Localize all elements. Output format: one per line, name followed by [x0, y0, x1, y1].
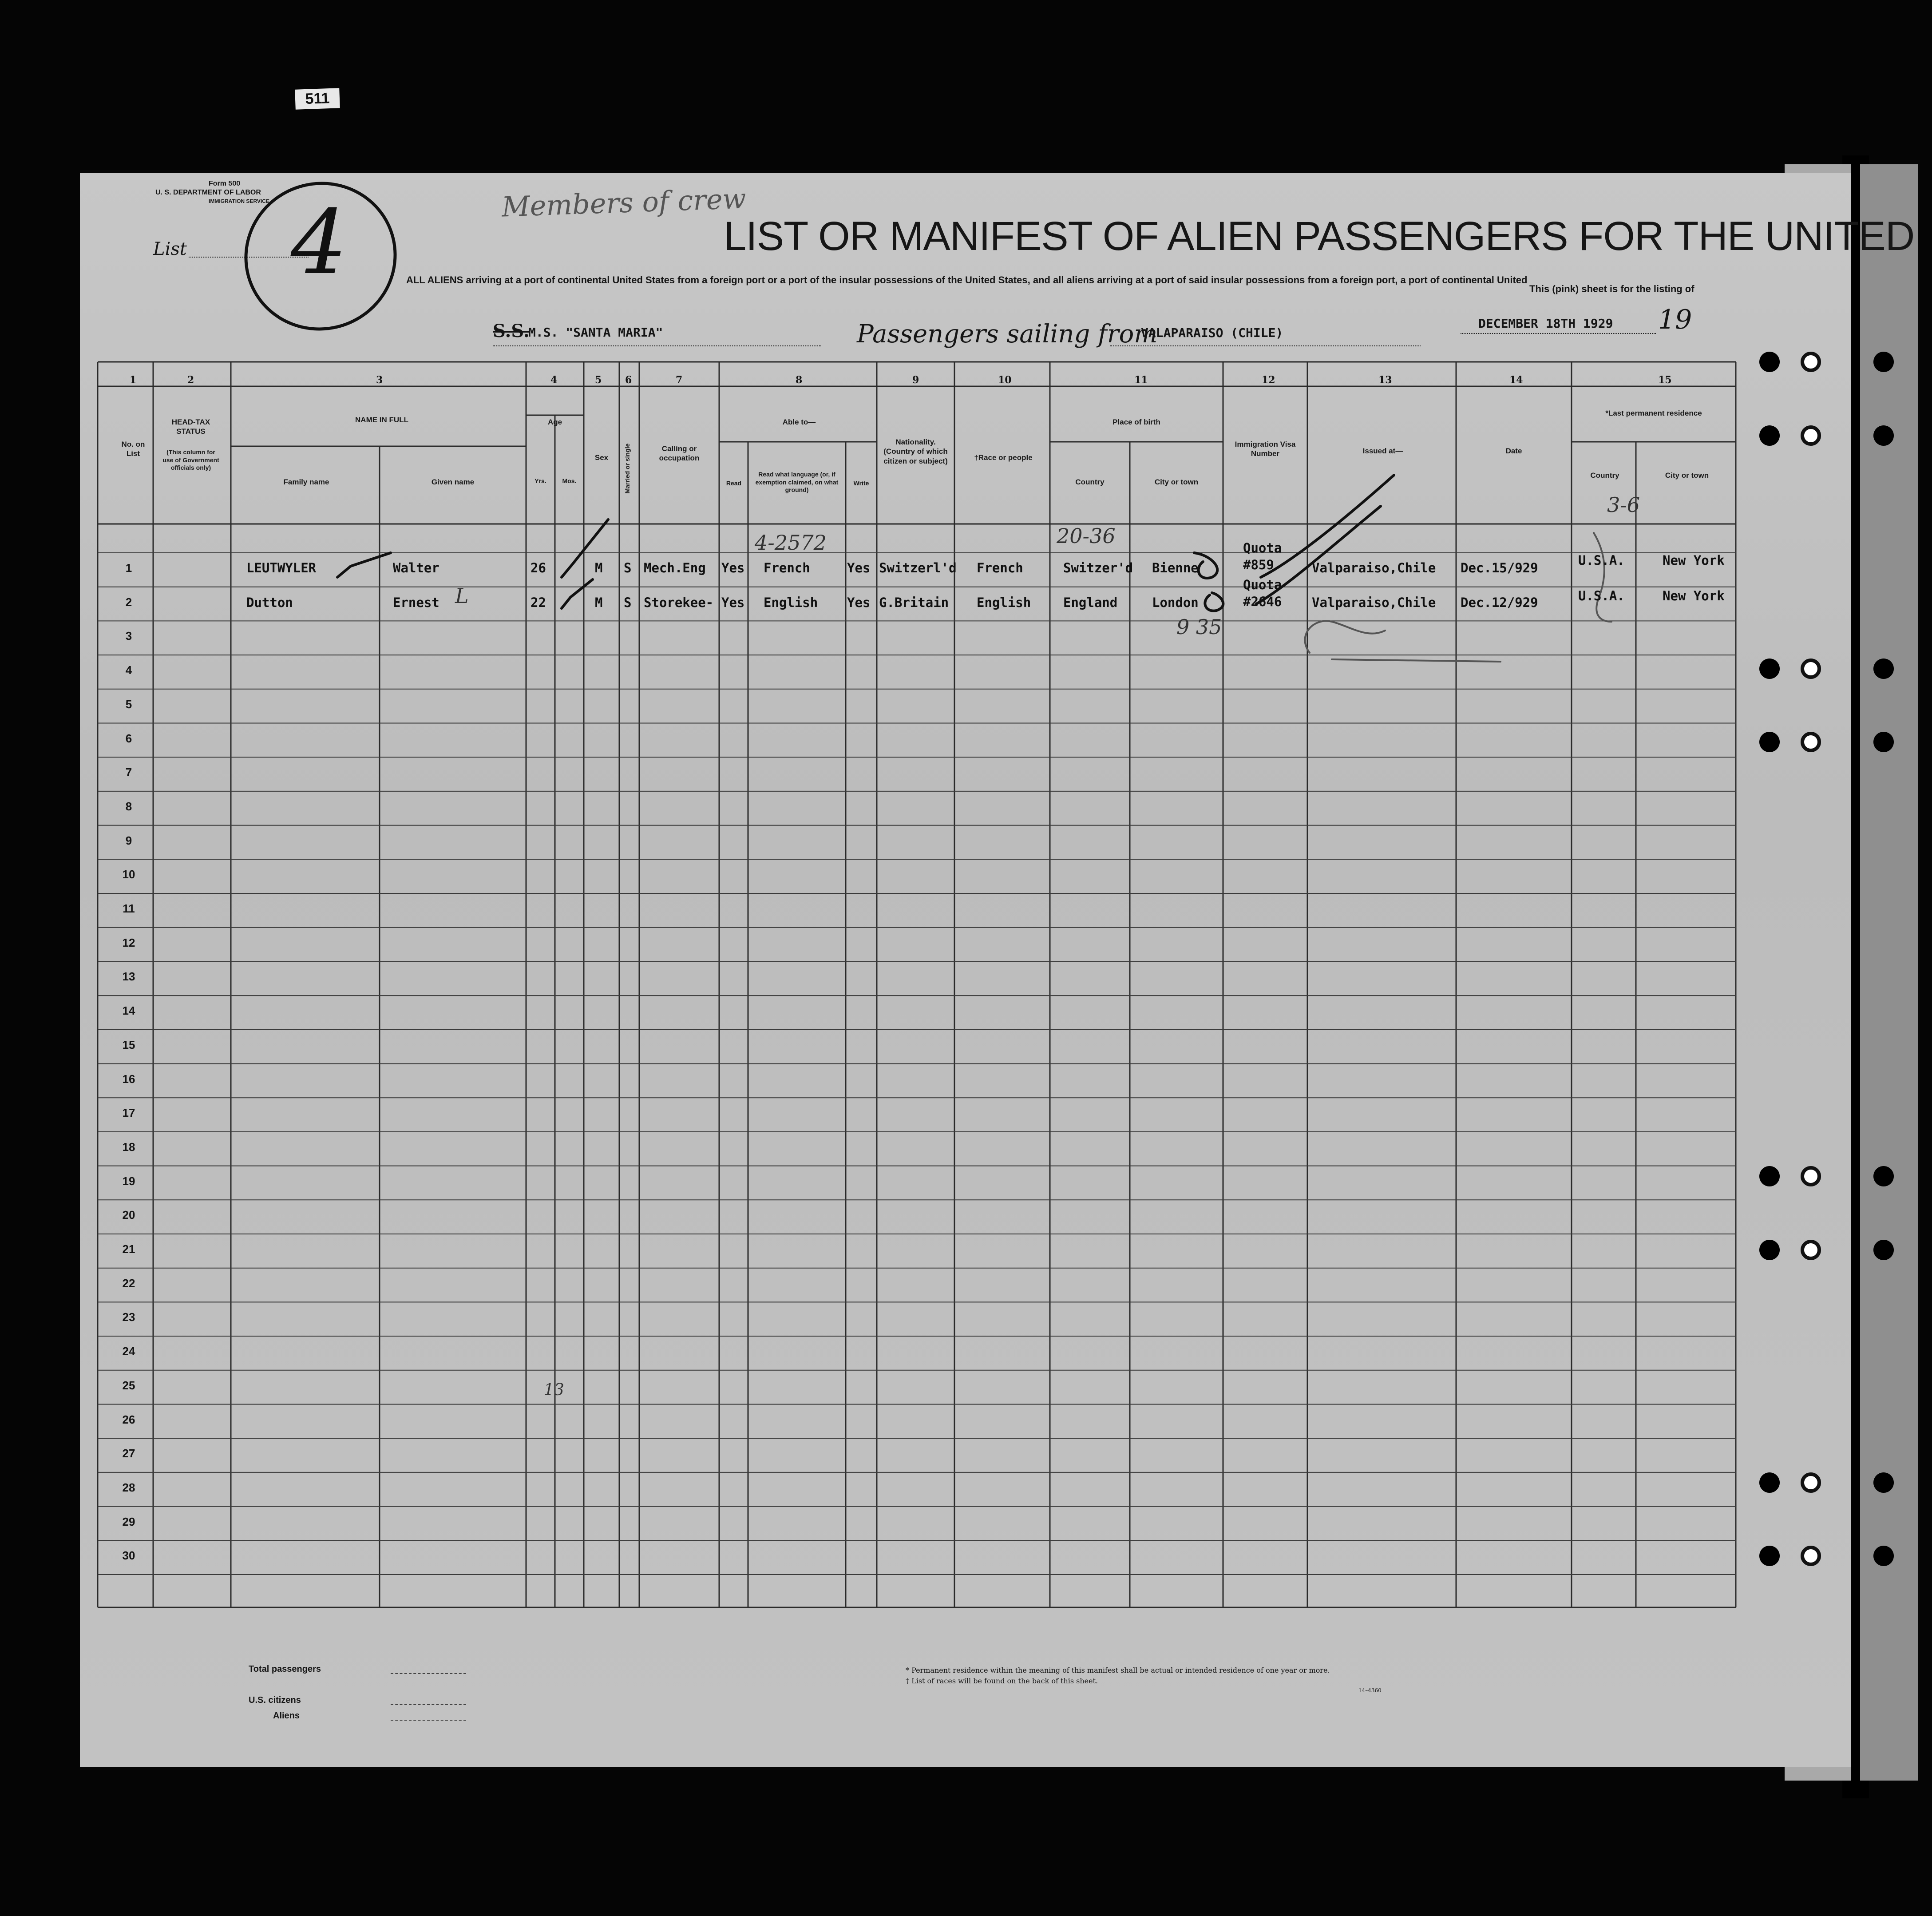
binder-hole	[1801, 1166, 1821, 1186]
binder-hole	[1801, 732, 1821, 752]
binder-hole	[1759, 659, 1780, 679]
cell-birth-city: Bienne	[1152, 560, 1199, 575]
cell-language: English	[764, 595, 818, 610]
handwritten-row3-note: 9 35	[1176, 615, 1222, 639]
row-number: 13	[122, 970, 135, 984]
row-number: 6	[125, 731, 132, 745]
row-number: 1	[125, 561, 132, 575]
header-head-tax: HEAD-TAX STATUS	[171, 418, 210, 436]
col-number: 6	[625, 374, 632, 386]
cell-age-yrs: 22	[531, 595, 546, 610]
col-number: 8	[796, 374, 803, 386]
header-head-tax-note: (This column for use of Government officials only)	[162, 448, 219, 471]
header-place-of-birth: Place of birth	[1112, 418, 1160, 426]
service-name: IMMIGRATION SERVICE	[209, 198, 269, 204]
binder-hole	[1801, 425, 1821, 446]
cell-date: Dec.12/929	[1461, 595, 1538, 610]
binder-hole	[1759, 425, 1780, 446]
manifest-title: LIST OR MANIFEST OF ALIEN PASSENGERS FOR THE UNITED	[724, 214, 1915, 259]
binder-hole	[1759, 1166, 1780, 1186]
total-passengers-blank	[391, 1673, 466, 1674]
department-name: U. S. DEPARTMENT OF LABOR	[155, 189, 261, 196]
cell-race: French	[977, 560, 1023, 575]
header-write: Write	[853, 480, 869, 487]
row-number: 8	[125, 799, 132, 813]
binder-hole	[1759, 1240, 1780, 1260]
row-number: 14	[122, 1004, 135, 1018]
row-number: 10	[122, 868, 135, 881]
cell-sex: M	[595, 595, 603, 610]
binder-hole	[1873, 1166, 1894, 1186]
row-number: 28	[122, 1480, 135, 1494]
header-birth-city: City or town	[1154, 478, 1199, 486]
row-number: 25	[122, 1378, 135, 1392]
ss-prefix-struck: S.S.	[493, 321, 530, 341]
header-residence-country: Country	[1590, 471, 1619, 480]
row-number: 3	[125, 629, 132, 643]
row-number: 12	[122, 936, 135, 949]
pink-sheet-note: This (pink) sheet is for the listing of	[1529, 283, 1694, 294]
header-visa-number: Immigration Visa Number	[1235, 440, 1296, 458]
row-number: 20	[122, 1208, 135, 1222]
col-number: 5	[595, 374, 602, 386]
cell-visa: Quota #2646	[1243, 577, 1282, 609]
cell-res-country: U.S.A.	[1578, 588, 1625, 603]
handwritten-residence-note: 3-6	[1607, 493, 1640, 517]
header-date: Date	[1505, 447, 1522, 455]
cell-language: French	[764, 560, 810, 575]
binder-hole	[1801, 1240, 1821, 1260]
binder-hole	[1801, 352, 1821, 372]
row-number: 7	[125, 766, 132, 779]
row-number: 22	[122, 1276, 135, 1290]
departure-port: VALAPARAISO (CHILE)	[1141, 325, 1283, 340]
col-number: 7	[676, 374, 683, 386]
cell-nationality: Switzerl'd	[879, 560, 957, 575]
col-number: 3	[376, 374, 383, 386]
row-number: 18	[122, 1140, 135, 1154]
binder-hole	[1759, 352, 1780, 372]
binder-hole	[1873, 1240, 1894, 1260]
cell-date: Dec.15/929	[1461, 560, 1538, 575]
cell-married: S	[624, 595, 632, 610]
cell-nationality: G.Britain	[879, 595, 949, 610]
cell-sex: M	[595, 560, 603, 575]
year-prefix: 19	[1658, 304, 1692, 335]
form-code: 14–4360	[1358, 1687, 1382, 1694]
cell-family-name: Dutton	[246, 595, 293, 610]
cell-birth-city: London	[1152, 595, 1199, 610]
row-number: 30	[122, 1549, 135, 1563]
header-read-language: Read what language (or, if exemption claimed, on what ground)	[755, 471, 839, 493]
row-number: 23	[122, 1310, 135, 1324]
cell-race: English	[977, 595, 1031, 610]
cell-write: Yes	[847, 560, 871, 575]
binder-hole	[1873, 425, 1894, 446]
header-no-on-list: No. on List	[121, 440, 145, 458]
footnote-residence: * Permanent residence within the meaning of this manifest shall be actual or intended residence of one year or more.	[906, 1666, 1330, 1674]
row-number: 24	[122, 1345, 135, 1358]
binder-hole	[1759, 1472, 1780, 1493]
footnote-races: † List of races will be found on the back of this sheet.	[906, 1677, 1098, 1685]
header-age: Age	[547, 418, 562, 426]
header-last-residence: *Last permanent residence	[1605, 409, 1702, 417]
cell-occupation: Mech.Eng	[644, 560, 706, 575]
binder-hole	[1801, 1472, 1821, 1493]
cell-age-yrs: 26	[531, 560, 546, 575]
row-number: 5	[125, 697, 132, 711]
binder-hole	[1801, 659, 1821, 679]
binder-hole	[1759, 1546, 1780, 1566]
cell-given-name: Ernest	[393, 595, 439, 610]
header-given-name: Given name	[431, 478, 475, 486]
aliens-blank	[391, 1720, 466, 1721]
col-number: 12	[1262, 374, 1275, 386]
us-citizens-label: U.S. citizens	[249, 1695, 301, 1705]
aliens-label: Aliens	[273, 1711, 300, 1721]
col-number: 4	[550, 374, 558, 386]
binder-hole	[1801, 1546, 1821, 1566]
row-number: 9	[125, 833, 132, 847]
col-number: 1	[130, 374, 137, 386]
cell-married: S	[624, 560, 632, 575]
header-age-mos: Mos.	[562, 477, 577, 484]
row-number: 17	[122, 1106, 135, 1120]
row-number: 27	[122, 1447, 135, 1460]
cell-read: Yes	[721, 595, 745, 610]
col-number: 2	[187, 374, 194, 386]
header-issued-at: Issued at—	[1362, 447, 1403, 455]
crew-annotation: Members of crew	[501, 182, 747, 223]
header-family-name: Family name	[283, 478, 329, 486]
total-passengers-label: Total passengers	[249, 1664, 321, 1674]
header-race: †Race or people	[974, 453, 1033, 462]
form-number: Form 500	[209, 180, 241, 187]
sailing-date: DECEMBER 18TH 1929	[1478, 316, 1613, 331]
row-number: 21	[122, 1242, 135, 1256]
handwritten-given-initial: L	[455, 584, 469, 608]
cell-family-name: LEUTWYLER	[246, 560, 317, 575]
header-birth-country: Country	[1075, 478, 1105, 486]
col-number: 10	[998, 374, 1012, 386]
binder-hole	[1873, 1472, 1894, 1493]
binder-hole	[1873, 659, 1894, 679]
row-number: 4	[125, 663, 132, 677]
row-number: 11	[123, 902, 135, 915]
cell-res-city: New York	[1663, 588, 1725, 603]
cell-visa: Quota #859	[1243, 540, 1282, 572]
col-number: 13	[1378, 374, 1392, 386]
header-able-to: Able to—	[782, 418, 816, 426]
cell-given-name: Walter	[393, 560, 439, 575]
col-number: 14	[1509, 374, 1523, 386]
binder-hole	[1873, 352, 1894, 372]
header-name-in-full: NAME IN FULL	[355, 416, 408, 424]
manifest-subtitle: ALL ALIENS arriving at a port of continental United States from a foreign port or a port of the insular possessions of the United States, and all aliens arriving at a port of said insular possessions from a foreign port, a port of continental United	[406, 274, 1528, 286]
cell-res-city: New York	[1663, 553, 1725, 568]
header-age-yrs: Yrs.	[534, 477, 546, 484]
header-married: Married or single	[624, 443, 631, 494]
col-number: 9	[912, 374, 919, 386]
sailing-from-label: Passengers sailing from	[857, 320, 1158, 349]
col-number: 11	[1134, 374, 1148, 386]
handwritten-birth-note: 20-36	[1057, 524, 1116, 548]
binder-hole	[1759, 732, 1780, 752]
col-number: 15	[1658, 374, 1672, 386]
archive-stamp: 511	[295, 88, 340, 109]
us-citizens-blank	[391, 1704, 466, 1705]
cell-issued-at: Valparaiso,Chile	[1312, 595, 1436, 610]
header-sex: Sex	[594, 453, 609, 462]
handwritten-language-note: 4-2572	[755, 531, 827, 555]
binder-hole	[1873, 1546, 1894, 1566]
cell-res-country: U.S.A.	[1578, 553, 1625, 568]
row-number: 16	[122, 1072, 135, 1086]
cell-write: Yes	[847, 595, 871, 610]
row-number: 29	[122, 1515, 135, 1528]
header-residence-city: City or town	[1665, 471, 1709, 480]
list-label: List	[153, 239, 187, 259]
cell-occupation: Storekee-	[644, 595, 714, 610]
binder-hole	[1873, 732, 1894, 752]
header-nationality: Nationality. (Country of which citizen or subject)	[883, 438, 948, 465]
handwritten-age-note: 13	[544, 1381, 564, 1399]
row-number: 2	[125, 595, 132, 609]
header-calling: Calling or occupation	[659, 444, 700, 463]
row-number: 26	[122, 1412, 135, 1426]
cell-issued-at: Valparaiso,Chile	[1312, 560, 1436, 575]
header-read: Read	[726, 480, 742, 487]
list-number: 4	[291, 191, 348, 294]
cell-read: Yes	[721, 560, 745, 575]
cell-birth-country: England	[1063, 595, 1118, 610]
cell-birth-country: Switzer'd	[1063, 560, 1133, 575]
row-number: 19	[122, 1174, 135, 1188]
vessel-name: M.S. "SANTA MARIA"	[528, 325, 663, 340]
row-number: 15	[122, 1038, 135, 1051]
